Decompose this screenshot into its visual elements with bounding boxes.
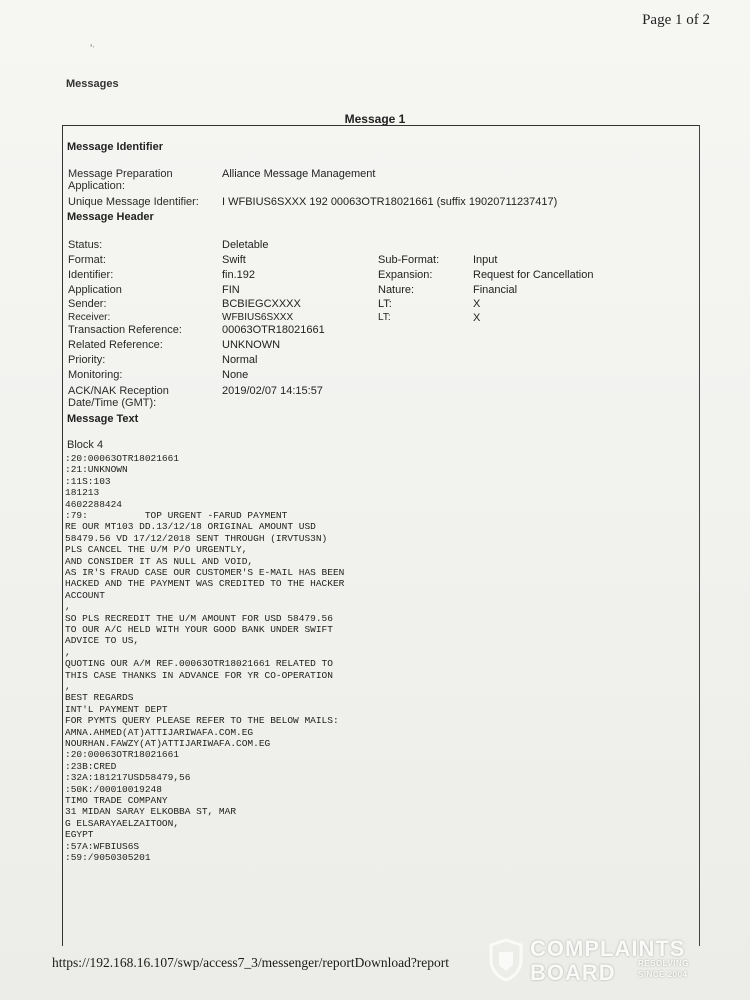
message-text-line: 31 MIDAN SARAY ELKOBBA ST, MAR	[65, 806, 237, 818]
message-title: Message 1	[344, 112, 406, 126]
message-text-line: TO OUR A/C HELD WITH YOUR GOOD BANK UNDER SWIFT	[65, 624, 333, 635]
status-value: Deletable	[222, 239, 269, 251]
message-text-line: :21:UNKNOWN	[65, 464, 128, 476]
message-text-line: AS IR'S FRAUD CASE OUR CUSTOMER'S E-MAIL HAS BEEN	[65, 567, 345, 578]
header-heading: Message Header	[67, 211, 154, 223]
lt-value-2: X	[473, 312, 481, 324]
sender-label: Sender:	[68, 298, 107, 310]
watermark-line1: COMPLAINTS	[530, 936, 686, 961]
footer-url: https://192.168.16.107/swp/access7_3/messenger/reportDownload?report	[52, 955, 450, 970]
message-text-line: BEST REGARDS	[65, 692, 134, 704]
priority-value: Normal	[222, 354, 258, 366]
message-text-line: ,	[65, 601, 71, 613]
messages-label: Messages	[66, 78, 119, 90]
message-text-line: TIMO TRADE COMPANY	[65, 795, 168, 806]
watermark-line2: BOARD	[530, 960, 616, 985]
priority-label: Priority:	[68, 354, 106, 366]
message-text-line: :50K:/00010019248	[65, 783, 162, 795]
related-ref-value: UNKNOWN	[222, 339, 281, 351]
page-number: Page 1 of 2	[642, 12, 710, 28]
transaction-ref-label: Transaction Reference:	[68, 324, 182, 336]
message-text-line: ADVICE TO US,	[65, 635, 140, 647]
message-text-line: FOR PYMTS QUERY PLEASE REFER TO THE BELOW MAILS:	[65, 715, 339, 727]
message-text-line: QUOTING OUR A/M REF.00063OTR18021661 RELATED TO	[65, 658, 333, 670]
application-label: Application	[68, 284, 122, 296]
identifier-label: Identifier:	[68, 269, 114, 281]
status-label: Status:	[68, 239, 103, 251]
message-text-line: SO PLS RECREDIT THE U/M AMOUNT FOR USD 58479.56	[65, 612, 333, 624]
format-label: Format:	[68, 254, 106, 266]
identifier-heading: Message Identifier	[67, 141, 163, 153]
message-text-line: THIS CASE THANKS IN ADVANCE FOR YR CO-OPERATION	[65, 669, 333, 681]
message-text-line: ACCOUNT	[65, 589, 105, 601]
message-text-line: :20:00063OTR18021661	[65, 453, 180, 464]
message-text-line: 58479.56 VD 17/12/2018 SENT THROUGH (IRVTUS3N)	[65, 532, 328, 544]
expansion-value: Request for Cancellation	[473, 269, 594, 281]
message-text-line: RE OUR MT103 DD.13/12/18 ORIGINAL AMOUNT USD	[65, 521, 316, 533]
message-text-line: :57A:WFBIUS6S	[65, 840, 140, 852]
lt-label-2: LT:	[378, 312, 391, 323]
lt-label-1: LT:	[378, 298, 392, 310]
message-text-line: HACKED AND THE PAYMENT WAS CREDITED TO THE HACKER	[65, 578, 345, 590]
message-text-line: G ELSARAYAELZAITOON,	[65, 817, 180, 829]
message-text-line: 181213	[65, 487, 100, 499]
monitoring-value: None	[222, 369, 249, 381]
message-text-line: ,	[65, 681, 71, 692]
shield-icon	[488, 938, 524, 982]
message-text-line: ,	[65, 646, 71, 658]
message-frame	[62, 125, 700, 946]
message-text-line: :79: TOP URGENT -FARUD PAYMENT	[65, 510, 288, 521]
message-text-line: INT'L PAYMENT DEPT	[65, 703, 168, 715]
format-value: Swift	[222, 254, 246, 266]
watermark-tag1: RESOLVING	[638, 959, 690, 968]
expansion-label: Expansion:	[378, 269, 433, 281]
ack-nak-value: 2019/02/07 14:15:57	[222, 385, 323, 397]
message-text-line: NOURHAN.FAWZY(AT)ATTIJARIWAFA.COM.EG	[65, 738, 271, 749]
monitoring-label: Monitoring:	[68, 369, 123, 381]
text-heading: Message Text	[67, 413, 139, 425]
prep-app-value: Alliance Message Management	[222, 168, 376, 180]
message-text-line: PLS CANCEL THE U/M P/O URGENTLY,	[65, 544, 248, 556]
message-text-line: :23B:CRED	[65, 760, 117, 772]
application-value: FIN	[222, 284, 240, 296]
nature-label: Nature:	[378, 284, 415, 296]
identifier-value: fin.192	[222, 269, 256, 281]
watermark-tag2: SINCE 2004	[638, 970, 688, 979]
complaints-board-watermark	[488, 934, 728, 990]
message-text-line: :11S:103	[65, 475, 111, 487]
receiver-label: Receiver:	[68, 312, 111, 323]
message-text-line: :59:/9050305201	[65, 852, 151, 863]
receiver-value: WFBIUS6SXXX	[222, 312, 294, 323]
lt-value-1: X	[473, 298, 481, 310]
nature-value: Financial	[473, 284, 518, 296]
message-text-line: AMNA.AHMED(AT)ATTIJARIWAFA.COM.EG	[65, 726, 254, 738]
sender-value: BCBIEGCXXXX	[222, 298, 301, 310]
prep-app-label: Message Preparation Application:	[68, 168, 173, 192]
message-text-line: AND CONSIDER IT AS NULL AND VOID,	[65, 555, 254, 567]
block-label: Block 4	[67, 439, 104, 451]
message-text-line: EGYPT	[65, 829, 94, 841]
umi-label: Unique Message Identifier:	[68, 196, 199, 208]
related-ref-label: Related Reference:	[68, 339, 163, 351]
transaction-ref-value: 00063OTR18021661	[222, 324, 325, 336]
subformat-value: Input	[473, 254, 498, 266]
subformat-label: Sub-Format:	[378, 254, 440, 266]
stray-mark: ʼˑ	[90, 44, 95, 55]
umi-value: I WFBIUS6SXXX 192 00063OTR18021661 (suffix 19020711237417)	[222, 196, 558, 208]
message-text-line: :20:00063OTR18021661	[65, 749, 180, 761]
ack-nak-label: ACK/NAK Reception Date/Time (GMT):	[68, 385, 169, 409]
message-text-line: :32A:181217USD58479,56	[65, 772, 191, 784]
message-text-line: 4602288424	[65, 498, 123, 510]
